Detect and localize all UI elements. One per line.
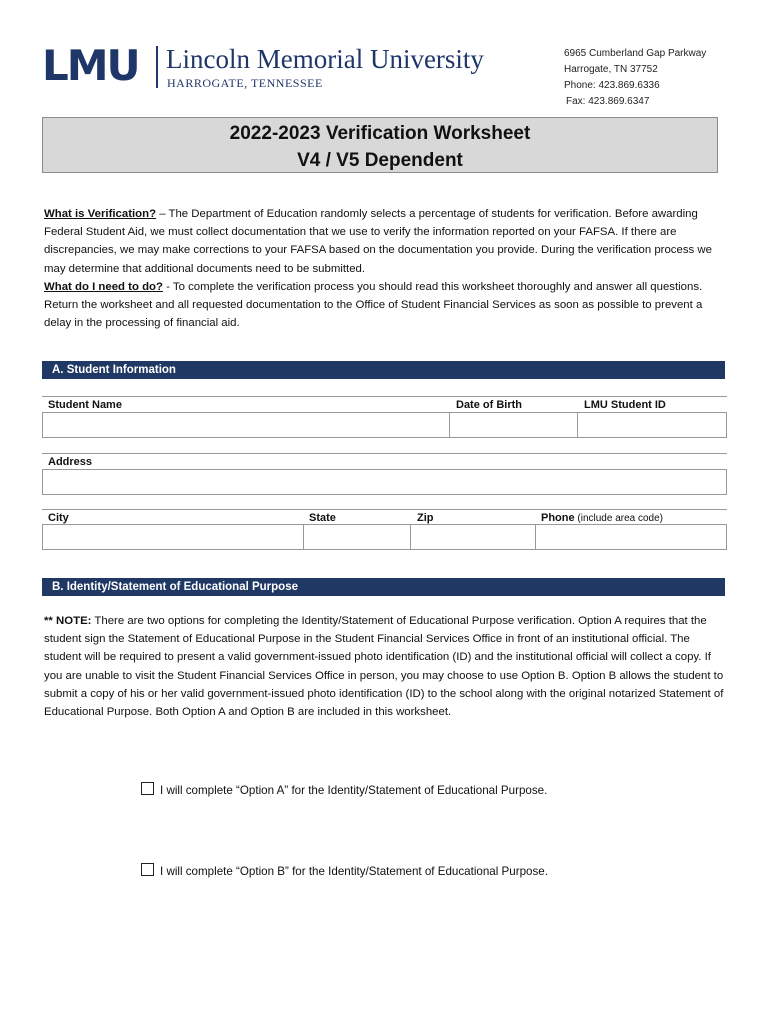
worksheet-subtitle: V4 / V5 Dependent [297,150,463,171]
lmu-student-id-label: LMU Student ID [584,399,666,411]
phone-label-note: (include area code) [574,513,664,524]
lmu-student-id-field[interactable] [577,412,727,438]
verification-label: What is Verification? [44,208,157,220]
verification-text: – The Department of Education randomly selects a percentage of students for verification. Before awarding Federal Student Aid, we must collect documentation that we use to verify the information reported on your FAFSA. If there are discrepancies, we may make corrections to your FAFSA based on the documentation you provide. During the verification process we may determine that additional documents need to be submitted. [44,208,712,275]
state-field[interactable] [303,524,411,550]
phone-label-text: Phone [541,512,575,524]
row2-top-rule [42,453,727,454]
todo-text: - To complete the verification process you should read this worksheet thoroughly and answer all questions. Return the worksheet and all requested documentation to the Office of Student Financial Services as soon as possible to prevent a delay in the processing of financial aid. [44,280,703,330]
section-b-note [44,612,726,721]
note-label: ** NOTE: [44,615,92,627]
date-of-birth-label: Date of Birth [456,399,522,411]
option-a-checkbox[interactable] [141,782,154,795]
city-field[interactable] [42,524,304,550]
date-of-birth-field[interactable] [449,412,578,438]
university-name: Lincoln Memorial University [166,44,484,74]
option-a-label: I will complete “Option A” for the Identity/Statement of Educational Purpose. [160,784,548,797]
option-a-row[interactable] [141,782,547,799]
student-name-field[interactable] [42,412,450,438]
state-label: State [309,512,336,524]
lmu-logo-mark: LMU [42,41,139,90]
fax-number: Fax: 423.869.6347 [566,96,650,107]
logo-divider [156,46,158,88]
row1-top-rule [42,396,727,397]
option-b-label: I will complete “Option B” for the Identity/Statement of Educational Purpose. [160,865,548,878]
todo-label: What do I need to do? [44,280,163,293]
option-b-checkbox[interactable] [141,863,154,876]
intro-paragraph [44,205,726,332]
row3-top-rule [42,509,727,510]
phone-number: Phone: 423.869.6336 [564,80,660,91]
contact-block [564,46,706,110]
university-location: HARROGATE, TENNESSEE [167,76,323,90]
student-name-label: Student Name [48,399,122,411]
worksheet-title-box [42,117,718,173]
worksheet-title: 2022-2023 Verification Worksheet [229,123,531,144]
address-line-2: Harrogate, TN 37752 [564,64,658,75]
zip-field[interactable] [410,524,536,550]
address-label: Address [48,456,93,468]
section-b-heading: B. Identity/Statement of Educational Purpose [42,578,725,596]
section-a-heading: A. Student Information [42,361,725,379]
note-text: There are two options for completing the Identity/Statement of Educational Purpose verification. Option A requires that the student sign the Statement of Educational Purpose in the Student Financial Services Office in front of an institutional official. The student will be required to present a valid government-issued photo identification (ID) and the institutional official will collect a copy. If you are unable to visit the Student Financial Services Office in person, you may choose to use Option B. Option B allows the student to submit a copy of his or her valid government-issued photo identification (ID) to the school along with the original notarized Statement of Educational Purpose. Both Option A and Option B are included in this worksheet. [44,615,724,719]
city-label: City [48,512,69,524]
address-field[interactable] [42,469,727,495]
phone-field[interactable] [535,524,727,550]
zip-label: Zip [417,512,434,524]
address-line-1: 6965 Cumberland Gap Parkway [564,48,707,59]
option-b-row[interactable] [141,863,548,880]
